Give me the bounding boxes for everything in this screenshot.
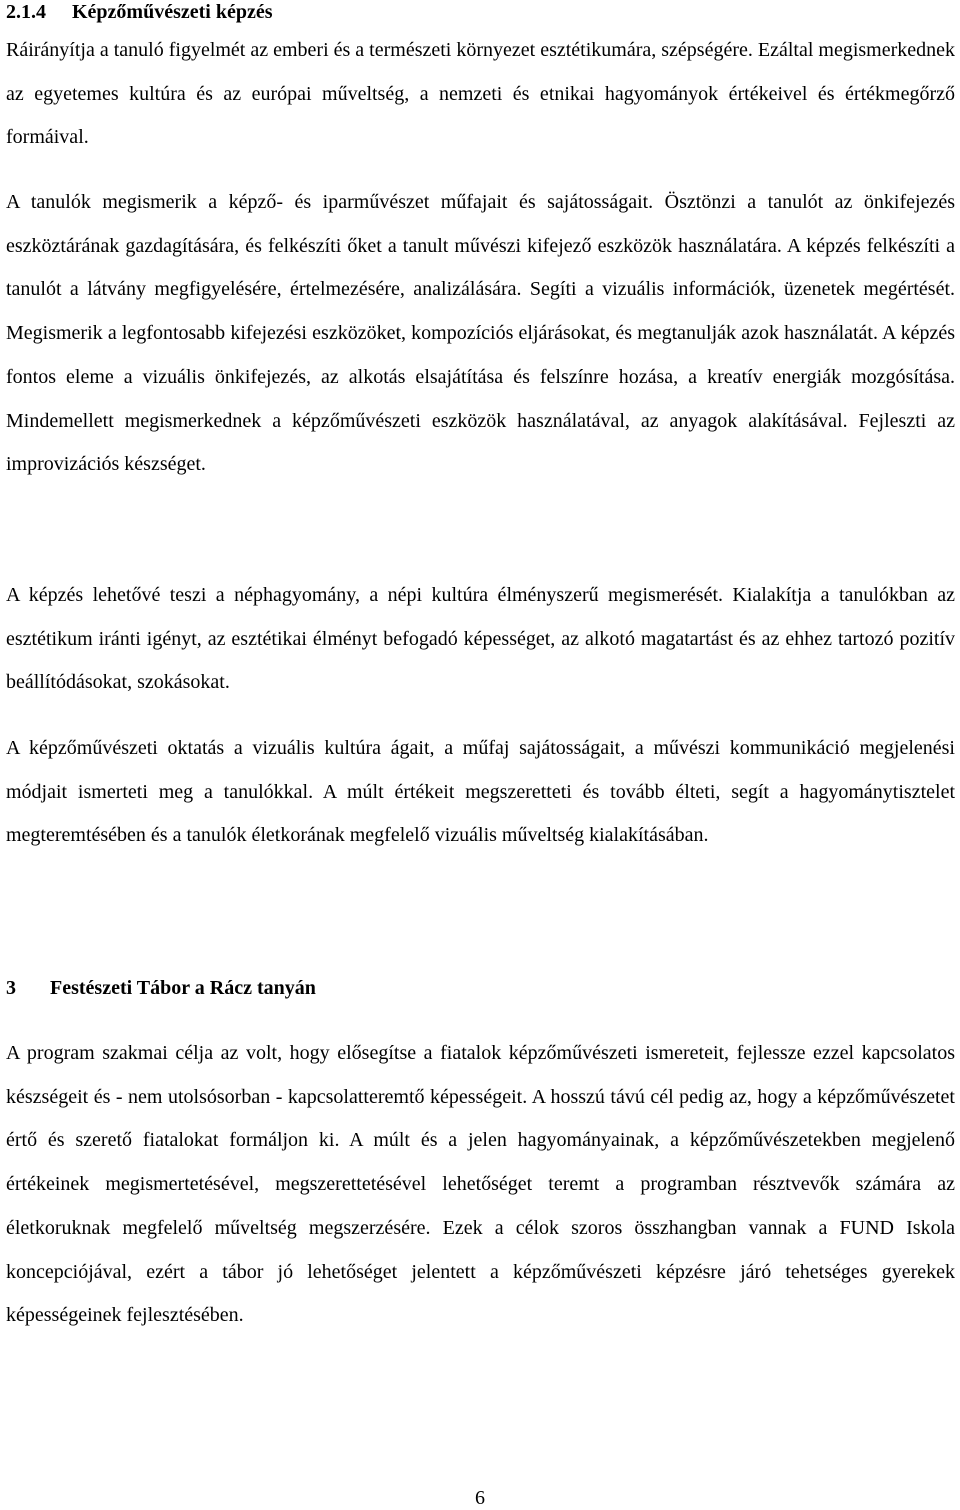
paragraph: A képzőművészeti oktatás a vizuális kultúra ágait, a műfaj sajátosságait, a művészi kommunikáció megjelenési módjait ismerteti meg a tanulókkal. A múlt értékeit megszeretteti és tovább élteti, segít a hagyománytisztelet megteremtésében és a tanulók életkorának megfelelő vizuális műveltség kialakításában.: [6, 737, 955, 847]
page-number: 6: [475, 1487, 485, 1509]
paragraph: A program szakmai célja az volt, hogy elősegítse a fiatalok képzőművészeti ismereteit, fejlessze ezzel kapcsolatos készségeit és - nem utolsósorban - kapcsolatteremtő képességeit. A hosszú távú cél pedig az, hogy a képzőművészetet értő és szerető fiatalokat formáljon ki. A múlt és a jelen hagyományainak, a képzőművészetekben megjelenő értékeinek megismertetésével, megszerettetésével lehetőséget teremt a programban résztvevők számára az életkoruknak megfelelő műveltség megszerzésére. Ezek a célok szoros összhangban vannak a FUND Iskola koncepciójával, ezért a tábor jó lehetőséget jelentett a képzőművészeti képzésre járó tehetséges gyerekek képességeinek fejlesztésében.: [6, 1042, 955, 1327]
section-title: Képzőművészeti képzés: [72, 1, 273, 23]
section-title: Festészeti Tábor a Rácz tanyán: [50, 977, 316, 999]
section-heading-3: [6, 976, 316, 1000]
paragraph: A képzés lehetővé teszi a néphagyomány, a népi kultúra élményszerű megismerését. Kialakítja a tanulókban az esztétikum iránti igényt, az esztétikai élményt befogadó képességet, az alkotó magatartást és az ehhez tartozó pozitív beállítódásokat, szokásokat.: [6, 584, 955, 694]
section-number: 2.1.4: [6, 1, 46, 23]
section-number: 3: [6, 977, 16, 999]
paragraph: A tanulók megismerik a képző- és iparművészet műfajait és sajátosságait. Ösztönzi a tanulót az önkifejezés eszköztárának gazdagítására, és felkészíti őket a tanult művészi kifejező eszközök használatára. A képzés felkészíti a tanulót a látvány megfigyelésére, értelmezésére, analizálására. Segíti a vizuális információk, üzenetek megértését. Megismerik a legfontosabb kifejezési eszközöket, kompozíciós eljárásokat, és megtanulják azok használatát. A képzés fontos eleme a vizuális önkifejezés, az alkotás elsajátítása és felszínre hozása, a kreatív energiák mozgósítása. Mindemellett megismerkednek a képzőművészeti eszközök használatával, az anyagok alakításával. Fejleszti az improvizációs készséget.: [6, 191, 955, 476]
paragraph: Ráirányítja a tanuló figyelmét az emberi és a természeti környezet esztétikumára, szépségére. Ezáltal megismerkednek az egyetemes kultúra és az európai műveltség, a nemzeti és etnikai hagyományok értékeivel és értékmegőrző formáival.: [6, 39, 956, 149]
section-heading-2-1-4: [6, 0, 273, 24]
